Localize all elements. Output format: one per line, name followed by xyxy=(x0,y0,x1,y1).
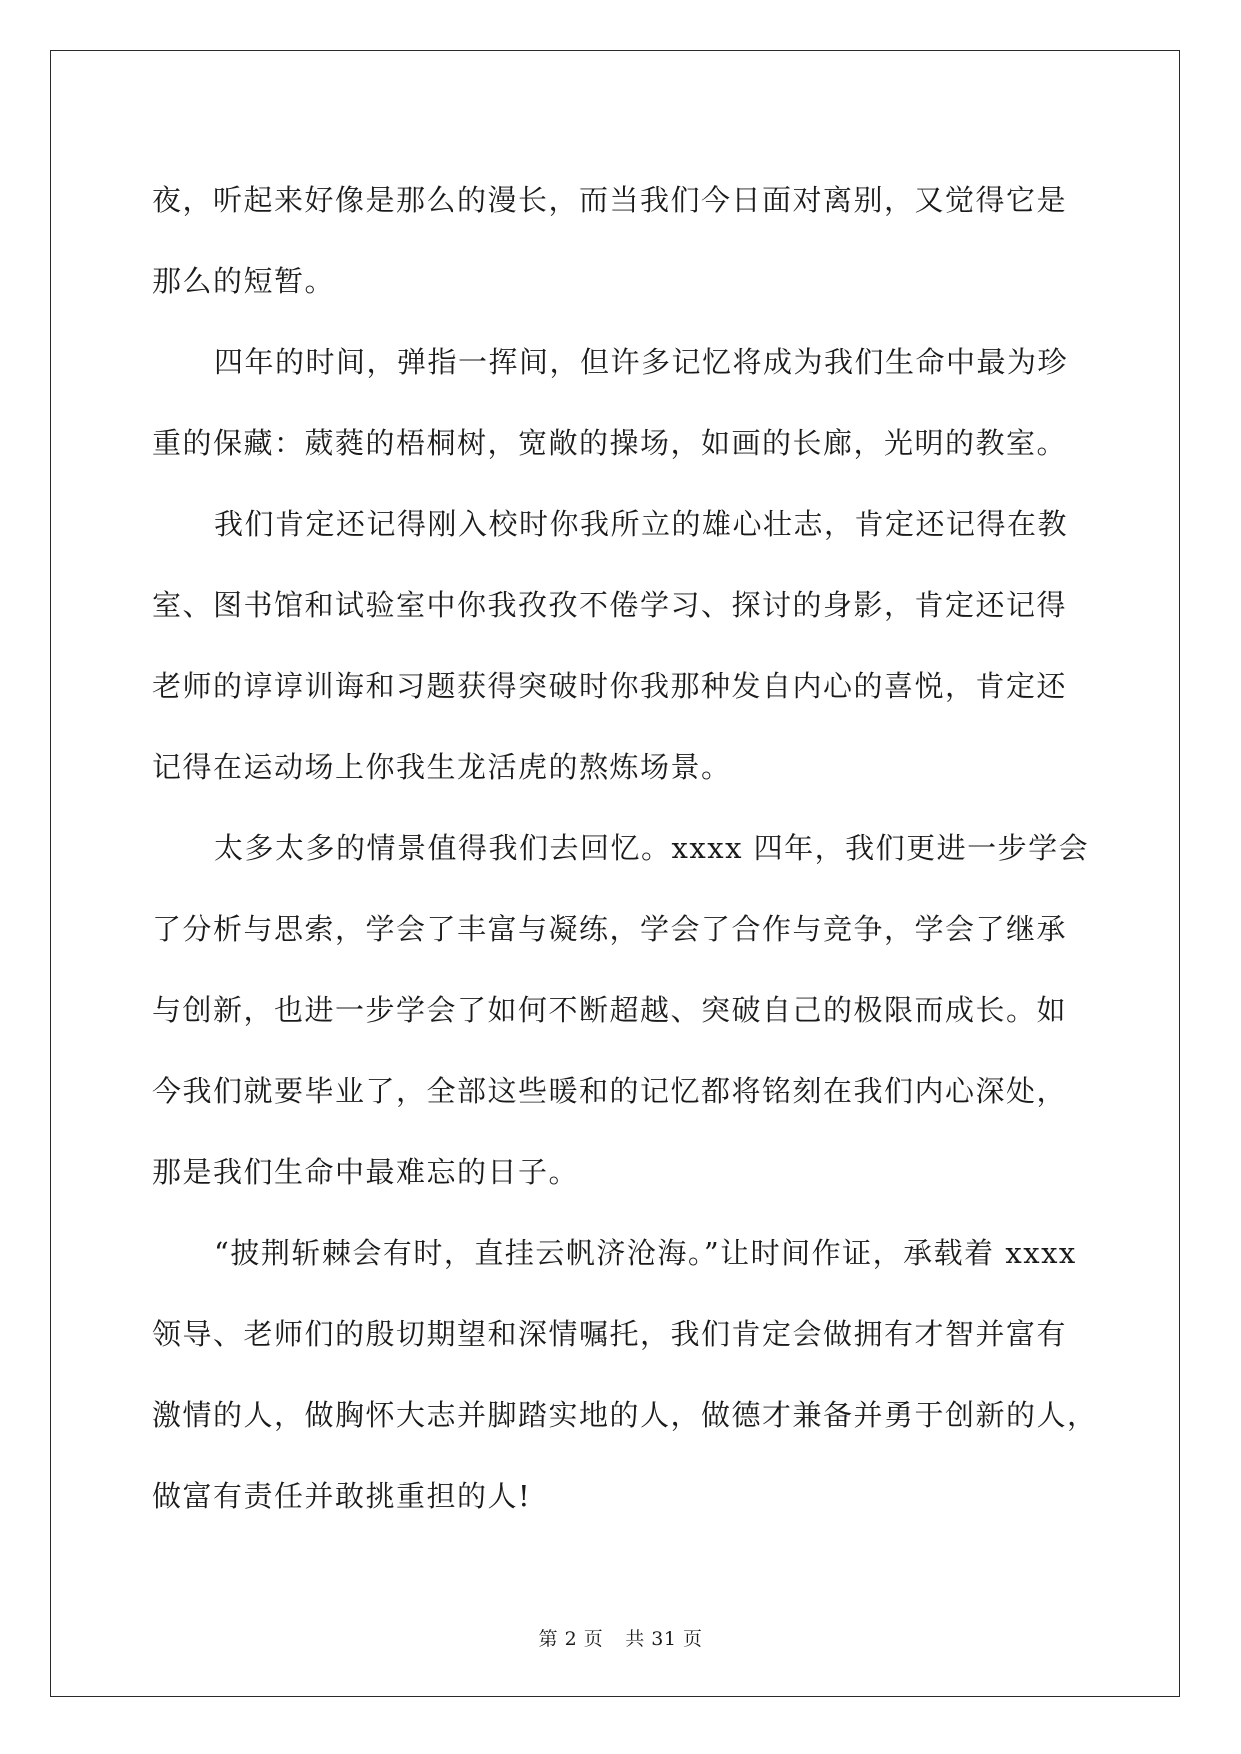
text-line-11: 与创新，也进一步学会了如何不断超越、突破自己的极限而成长。如 xyxy=(152,993,1068,1027)
text-line-7: 老师的谆谆训诲和习题获得突破时你我那种发自内心的喜悦，肯定还 xyxy=(152,669,1068,703)
text-line-10: 了分析与思索，学会了丰富与凝练，学会了合作与竞争，学会了继承 xyxy=(152,912,1068,946)
text-line-4: 重的保藏：葳蕤的梧桐树，宽敞的操场，如画的长廊，光明的教室。 xyxy=(152,426,1068,460)
text-line-2: 那么的短暂。 xyxy=(152,264,336,298)
text-line-12: 今我们就要毕业了，全部这些暖和的记忆都将铭刻在我们内心深处， xyxy=(152,1074,1068,1108)
text-line-1: 夜，听起来好像是那么的漫长，而当我们今日面对离别，又觉得它是 xyxy=(152,183,1068,217)
text-line-6: 室、图书馆和试验室中你我孜孜不倦学习、探讨的身影，肯定还记得 xyxy=(152,588,1068,622)
text-line-3: 四年的时间，弹指一挥间，但许多记忆将成为我们生命中最为珍 xyxy=(214,345,1069,379)
text-line-16: 激情的人，做胸怀大志并脚踏实地的人，做德才兼备并勇于创新的人， xyxy=(152,1398,1098,1432)
text-line-14: “披荆斩棘会有时，直挂云帆济沧海。”让时间作证，承载着 xxxx xyxy=(214,1236,1077,1270)
text-line-15: 领导、老师们的殷切期望和深情嘱托，我们肯定会做拥有才智并富有 xyxy=(152,1317,1068,1351)
page-footer xyxy=(0,1624,1241,1651)
text-line-9: 太多太多的情景值得我们去回忆。xxxx 四年，我们更进一步学会 xyxy=(214,831,1090,865)
page-number: 第 2 页 xyxy=(538,1628,604,1650)
text-line-5: 我们肯定还记得刚入校时你我所立的雄心壮志，肯定还记得在教 xyxy=(214,507,1069,541)
text-line-17: 做富有责任并敢挑重担的人! xyxy=(152,1479,532,1513)
text-line-8: 记得在运动场上你我生龙活虎的熬炼场景。 xyxy=(152,750,732,784)
text-line-13: 那是我们生命中最难忘的日子。 xyxy=(152,1155,580,1189)
document-body xyxy=(152,160,1098,1537)
page-total: 共 31 页 xyxy=(625,1628,703,1650)
